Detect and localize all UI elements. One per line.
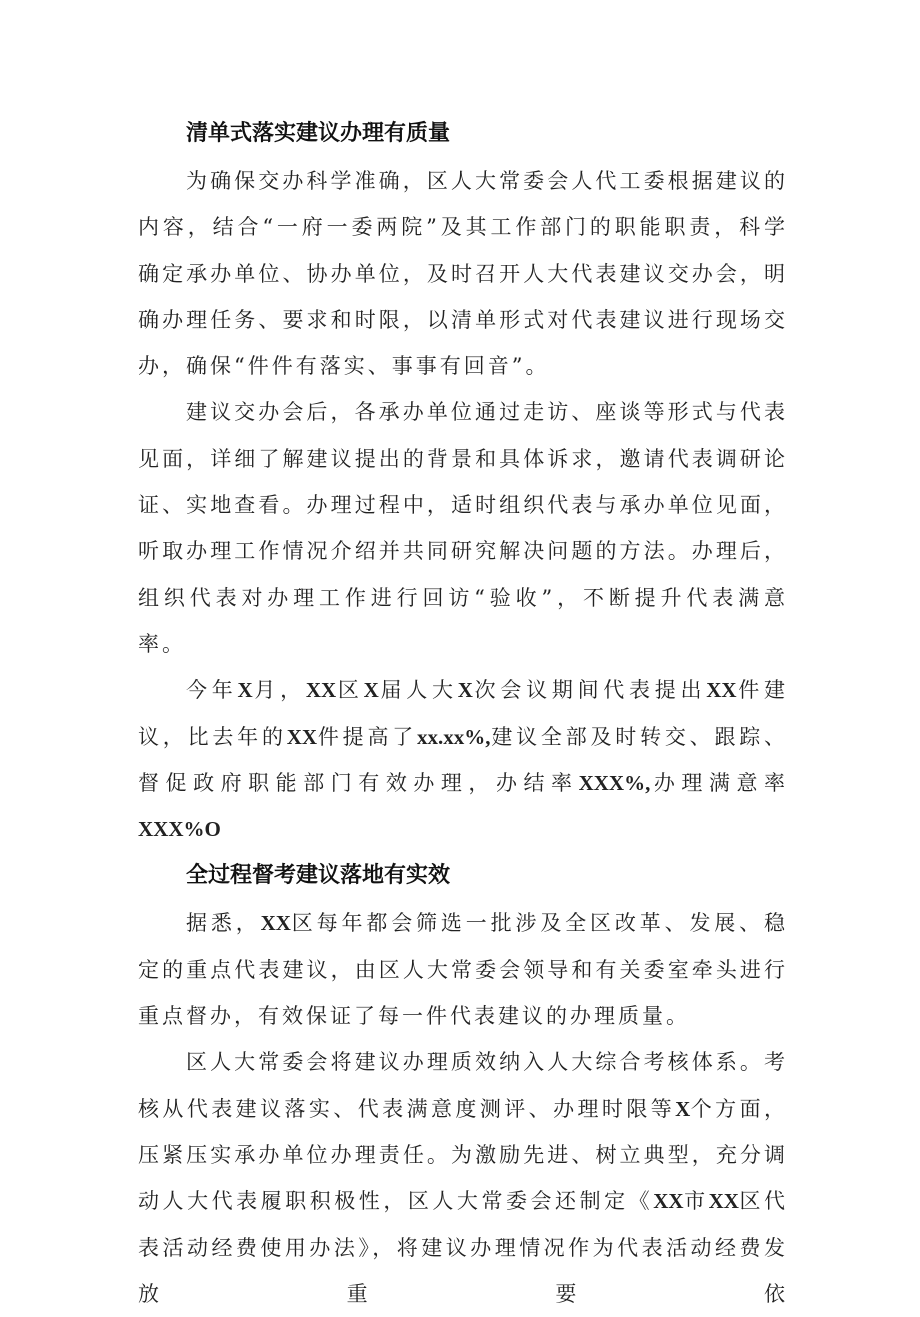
assessment-text: 区代表活动经费使用办法》，将建议办理情况作为代表活动经费发放重要依 [138, 1189, 789, 1306]
stat-placeholder: X [457, 678, 473, 703]
paragraph-assignment: 为确保交办科学准确，区人大常委会人代工委根据建议的内容，结合“一府一委两院”及其工作部门的职能职责，科学确定承办单位、协办单位，及时召开人大代表建议交办会，明确办理任务、要求和时限，以清单形式对代表建议进行现场交办，确保“件件有落实、事事有回音”。 [138, 169, 788, 379]
paragraph-handling-process: 建议交办会后，各承办单位通过走访、座谈等形式与代表见面，详细了解建议提出的背景和具体诉求，邀请代表调研论证、实地查看。办理过程中，适时组织代表与承办单位见面，听取办理工作情况介绍并共同研究解决问题的方法。办理后，组织代表对办理工作进行回访“验收”，不断提升代表满意率。 [138, 400, 788, 656]
assessment-placeholder: XX [708, 1189, 739, 1214]
stat-placeholder: XXX%, [578, 770, 651, 795]
stat-placeholder: xx.xx%, [417, 724, 491, 749]
paragraph-statistics [138, 667, 788, 852]
assessment-placeholder: XX [653, 1189, 684, 1214]
stat-text: 建议全部及时转交、跟踪、督促政府职能部门有效办理，办结率 [138, 724, 789, 795]
stat-placeholder: XX [706, 678, 737, 703]
stat-placeholder: XXX%O [138, 817, 221, 842]
supervision-text: 区每年都会筛选一批涉及全区改革、发展、稳定的重点代表建议，由区人大常委会领导和有关委室牵头进行重点督办，有效保证了每一件代表建议的办理质量。 [138, 911, 789, 1029]
stat-text: 办理满意率 [650, 770, 789, 795]
stat-text: 届人大 [378, 678, 458, 703]
assessment-placeholder: X [675, 1096, 691, 1121]
section-heading-checklist: 清单式落实建议办理有质量 [186, 121, 451, 146]
paragraph-assessment-system [138, 1039, 788, 1317]
document-body [138, 110, 788, 1317]
assessment-text: 区人大常委会将建议办理质效纳入人大综合考核体系。考核从代表建议落实、代表满意度测评、办理时限等 [138, 1050, 788, 1121]
stat-placeholder: XX [286, 724, 318, 749]
stat-placeholder: XX [305, 678, 337, 703]
stat-text: 月， [252, 678, 306, 703]
stat-placeholder: X [237, 678, 253, 703]
section-heading-supervision: 全过程督考建议落地有实效 [186, 863, 451, 889]
stat-text: 次会议期间代表提出 [472, 678, 707, 703]
stat-text: 件提高了 [317, 724, 418, 749]
supervision-placeholder: XX [260, 911, 291, 936]
assessment-text: 市 [683, 1189, 709, 1214]
assessment-text: 个方面，压紧压实承办单位办理责任。为激励先进、树立典型，充分调动人大代表履职积极性，区人大常委会还制定《 [138, 1096, 789, 1214]
stat-text: 区 [336, 678, 364, 703]
paragraph-key-supervision [138, 900, 788, 1039]
stat-placeholder: X [363, 678, 379, 703]
supervision-text: 据悉， [186, 911, 261, 936]
stat-text: 今年 [186, 678, 238, 703]
stat-text: 件建议，比去年的 [138, 678, 789, 749]
